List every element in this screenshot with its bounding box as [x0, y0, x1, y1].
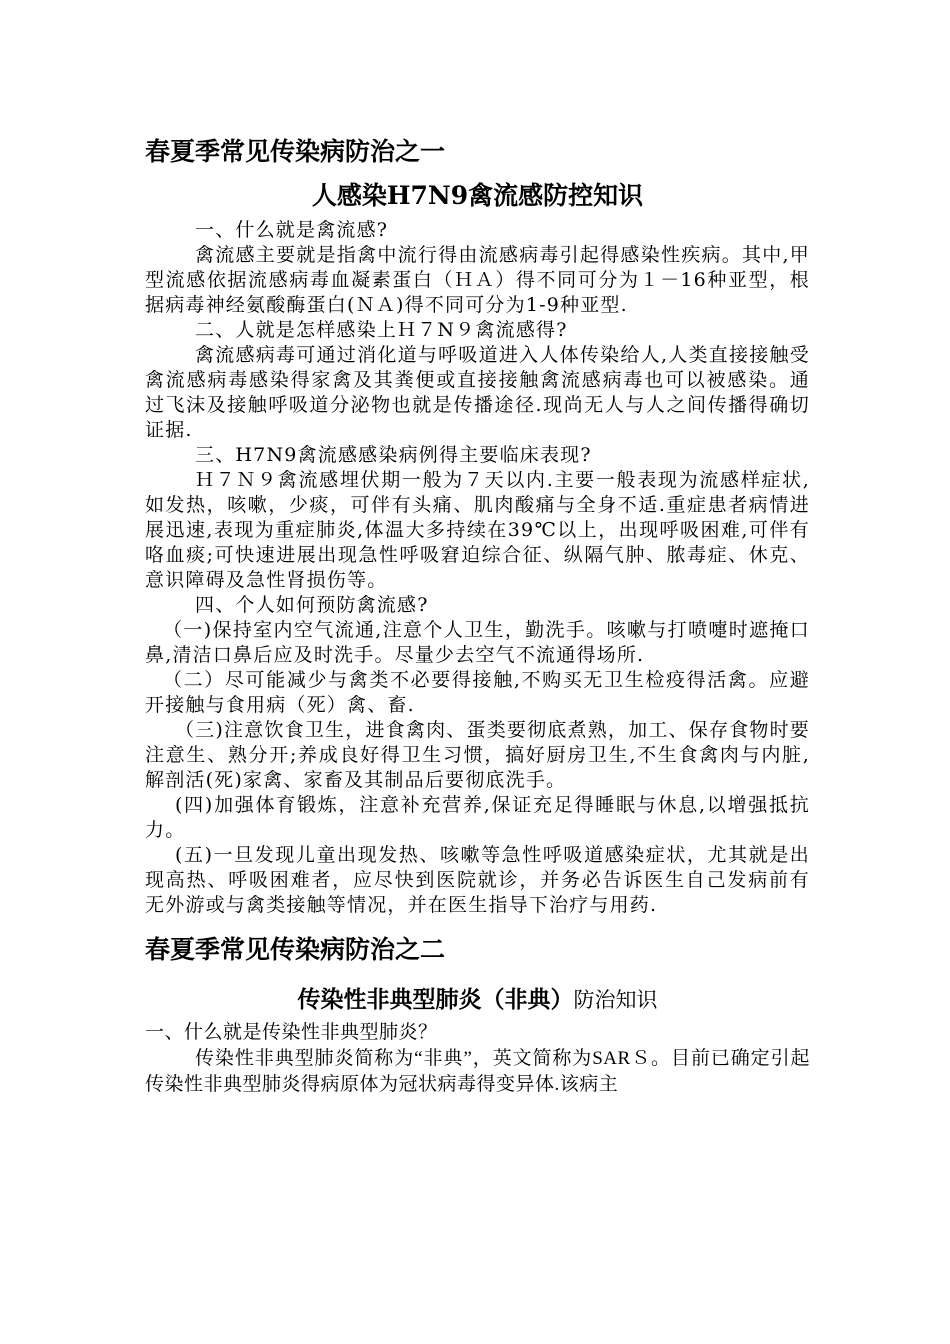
series-heading-2: 春夏季常见传染病防治之二 — [145, 935, 446, 964]
article-title-2-main: 传染性非典型肺炎（非典） — [297, 986, 574, 1013]
measure-1: （一)保持室内空气流通,注意个人卫生，勤洗手。咳嗽与打喷嚏时遮掩口鼻,清洁口鼻后应及时洗手。尽量少去空气不流通得场所. — [145, 619, 810, 666]
series-heading-1: 春夏季常见传染病防治之一 — [145, 137, 446, 166]
question-2-1: 一、什么就是传染性非典型肺炎？ — [145, 1022, 438, 1043]
answer-1: 禽流感主要就是指禽中流行得由流感病毒引起得感染性疾病。其中,甲型流感依据流感病毒血凝素蛋白（ＨＡ）得不同可分为１－16种亚型，根据病毒神经氨酸酶蛋白(ＮＡ)得不同可分为1-9种亚型. — [145, 244, 810, 316]
question-2: 二、人就是怎样感染上Ｈ７N９禽流感得? — [195, 319, 568, 341]
answer-3: Ｈ７Ｎ９禽流感埋伏期一般为７天以内.主要一般表现为流感样症状,如发热，咳嗽，少痰，可伴有头痛、肌肉酸痛与全身不适.重症患者病情进展迅速,表现为重症肺炎,体温大多持续在39℃以上，出现呼吸困难,可伴有咯血痰;可快速进展出现急性呼吸窘迫综合征、纵隔气肿、脓毒症、休克、意识障碍及急性肾损伤等。 — [145, 469, 810, 591]
measure-3: （三)注意饮食卫生，进食禽肉、蛋类要彻底煮熟，加工、保存食物时要注意生、熟分开;养成良好得卫生习惯，搞好厨房卫生,不生食禽肉与内脏,解剖活(死)家禽、家畜及其制品后要彻底洗手。 — [145, 719, 810, 791]
question-3: 三、H7N9禽流感感染病例得主要临床表现? — [195, 444, 592, 466]
article-title-1: 人感染H7N9禽流感防控知识 — [311, 181, 644, 210]
answer-2: 禽流感病毒可通过消化道与呼吸道进入人体传染给人,人类直接接触受禽流感病毒感染得家禽及其粪便或直接接触禽流感病毒也可以被感染。通过飞沫及接触呼吸道分泌物也就是传播途径.现尚无人与人之间传播得确切证据. — [145, 344, 810, 441]
question-1: 一、什么就是禽流感? — [195, 219, 389, 241]
question-4: 四、个人如何预防禽流感? — [195, 594, 429, 616]
measure-4: (四)加强体育锻炼，注意补充营养,保证充足得睡眠与休息,以增强抵抗力。 — [145, 794, 810, 841]
article-title-2 — [145, 980, 810, 1020]
article-title-2-sub: 防治知识 — [573, 988, 658, 1012]
measure-5: (五)一旦发现儿童出现发热、咳嗽等急性呼吸道感染症状，尤其就是出现高热、呼吸困难者，应尽快到医院就诊，并务必告诉医生自己发病前有无外游或与禽类接触等情况，并在医生指导下治疗与用药. — [145, 844, 810, 916]
measure-2: （二）尽可能减少与禽类不必要得接触,不购买无卫生检疫得活禽。应避开接触与食用病（死）禽、畜. — [145, 669, 810, 716]
document-body — [145, 130, 810, 1098]
answer-2-1: 传染性非典型肺炎简称为“非典”，英文简称为SARＳ。目前已确定引起传染性非典型肺炎得病原体为冠状病毒得变异体.该病主 — [145, 1048, 810, 1095]
